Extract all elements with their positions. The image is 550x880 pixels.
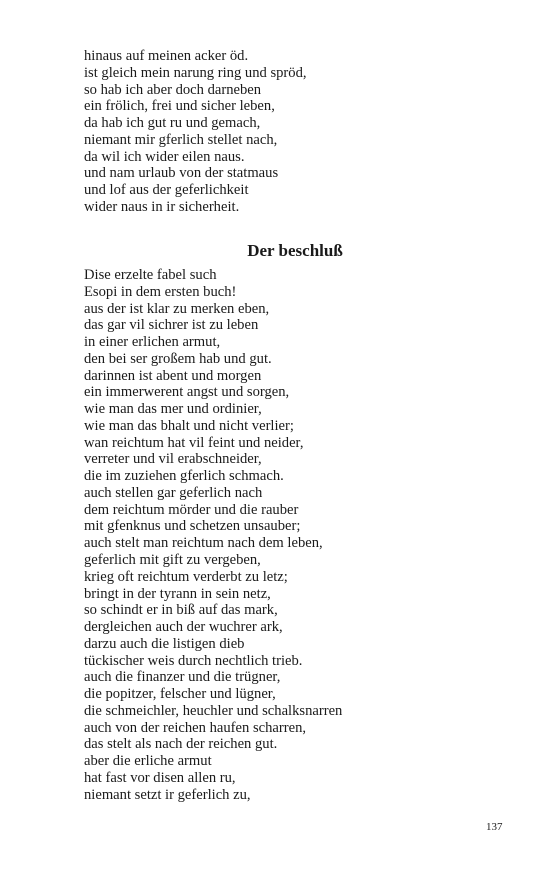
poem-line: niemant setzt ir geferlich zu, [84,786,251,803]
poem-line: geferlich mit gift zu vergeben, [84,552,261,569]
poem-line: hinaus auf meinen acker öd. [84,48,249,64]
poem-line: wie man das mer und ordinier, [84,401,262,418]
poem-line: auch stelt man reichtum nach dem leben, [84,535,323,552]
poem-line: in einer erlichen armut, [84,334,221,351]
poem-line: die popitzer, felscher und lügner, [84,686,276,703]
poem-line: darzu auch die listigen dieb [84,635,245,652]
poem-line: aus der ist klar zu merken eben, [84,300,270,317]
poem-line: da hab ich gut ru und gemach, [84,115,261,132]
poem-line: auch stellen gar geferlich nach [84,484,263,501]
poem-line: mit gfenknus und schetzen unsauber; [84,518,301,535]
poem-line: tückischer weis durch nechtlich trieb. [84,652,303,669]
poem-line: hat fast vor disen allen ru, [84,769,236,786]
poem-line: auch die finanzer und die trügner, [84,669,281,686]
poem-line: krieg oft reichtum verderbt zu letz; [84,568,288,585]
poem-line: so hab ich aber doch darneben [84,81,262,98]
poem-line: das stelt als nach der reichen gut. [84,736,278,753]
poem-line: darinnen ist abent und morgen [84,367,262,384]
poem-line: ein frölich, frei und sicher leben, [84,98,275,115]
poem-line: das gar vil sichrer ist zu leben [84,317,259,334]
poem-line: verreter und vil erabschneider, [84,451,262,468]
poem-line: da wil ich wider eilen naus. [84,148,245,165]
poem-line: ist gleich mein narung ring und spröd, [84,64,307,81]
poem-line: und lof aus der geferlichkeit [84,182,249,199]
poem-conclusion-stanza [84,267,484,804]
section-heading-text: Der beschluß [247,241,343,260]
poem-line: dem reichtum mörder und die rauber [84,501,299,518]
poem-line: aber die erliche armut [84,753,212,770]
poem-line: den bei ser großem hab und gut. [84,350,272,367]
poem-line: und nam urlaub von der statmaus [84,165,279,182]
poem-line: niemant mir gferlich stellet nach, [84,131,278,148]
poem-line: wan reichtum hat vil feint und neider, [84,434,304,451]
poem-line: die im zuziehen gferlich schmach. [84,468,284,485]
poem-line: bringt in der tyrann in sein netz, [84,585,271,602]
poem-line: dergleichen auch der wuchrer ark, [84,619,283,636]
poem-intro-stanza [84,48,484,216]
poem-line: wie man das bhalt und nicht verlier; [84,417,294,434]
section-heading [0,240,550,262]
poem-line: ein immerwerent angst und sorgen, [84,384,290,401]
poem-line: so schindt er in biß auf das mark, [84,602,278,619]
poem-line: wider naus in ir sicherheit. [84,198,240,215]
poem-line: die schmeichler, heuchler und schalksnarren [84,702,343,719]
poem-line: Dise erzelte fabel such [84,267,217,283]
poem-line: Esopi in dem ersten buch! [84,283,237,300]
poem-line: auch von der reichen haufen scharren, [84,719,307,736]
page-number: 137 [486,821,503,833]
